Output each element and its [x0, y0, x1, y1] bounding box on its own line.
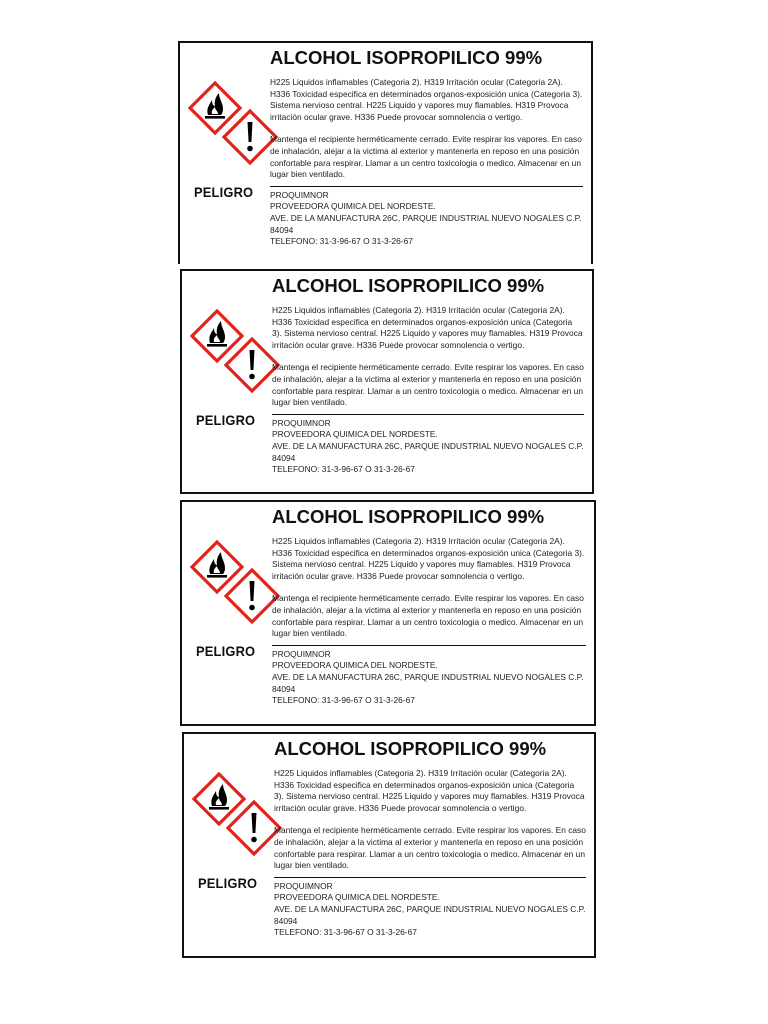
chemical-label-4 — [182, 732, 596, 958]
supplier-company: PROVEEDORA QUIMICA DEL NORDESTE. — [274, 892, 440, 903]
signal-word: PELIGRO — [196, 643, 256, 659]
product-title: ALCOHOL ISOPROPILICO 99% — [272, 275, 545, 296]
supplier-info — [270, 649, 586, 707]
label-content — [268, 47, 583, 248]
supplier-name: PROQUIMNOR — [270, 189, 329, 200]
supplier-info — [272, 881, 586, 939]
chemical-label-1 — [178, 41, 593, 264]
supplier-phone: TELEFONO: 31-3-96-67 O 31-3-26-67 — [270, 236, 413, 247]
precautionary-statements: Mantenga el recipiente herméticamente cerrado. Evite respirar los vapores. En caso de inhalación, alejar a la victima al exterior y mantenerla en reposo en una posición confortable para respirar. Llamar a un centro toxicologia o medico. Almacenar en un lugar bien ventilado. — [272, 362, 584, 408]
signal-word: PELIGRO — [196, 412, 256, 428]
supplier-info — [270, 418, 584, 476]
supplier-company: PROVEEDORA QUIMICA DEL NORDESTE. — [270, 201, 436, 212]
chemical-label-3 — [180, 500, 596, 726]
label-content — [270, 275, 584, 476]
supplier-phone: TELEFONO: 31-3-96-67 O 31-3-26-67 — [272, 464, 415, 475]
label-content — [270, 506, 586, 707]
divider — [274, 877, 586, 878]
flame-icon — [192, 311, 242, 361]
precautionary-statements: Mantenga el recipiente herméticamente cerrado. Evite respirar los vapores. En caso de inhalación, alejar a la victima al exterior y mantenerla en reposo en una posición confortable para respirar. Llamar a un centro toxicologia o medico. Almacenar en un lugar bien ventilado. — [270, 134, 582, 180]
divider — [272, 414, 584, 415]
hazard-pictograms — [190, 540, 282, 648]
supplier-company: PROVEEDORA QUIMICA DEL NORDESTE. — [272, 429, 438, 440]
supplier-phone: TELEFONO: 31-3-96-67 O 31-3-26-67 — [274, 927, 417, 938]
supplier-name: PROQUIMNOR — [272, 417, 331, 428]
supplier-phone: TELEFONO: 31-3-96-67 O 31-3-26-67 — [272, 695, 415, 706]
supplier-address: AVE. DE LA MANUFACTURA 26C, PARQUE INDUSTRIAL NUEVO NOGALES C.P. 84094 — [270, 212, 582, 235]
hazard-statements: H225 Liquidos inflamables (Categoria 2). H319 Irritación ocular (Categoria 2A). H336 Toxicidad especifica en determinados organos-exposición unica (Categoria 3). Sistema nervioso central. H225 Liquido y vapores muy flamables. H319 Provoca irritación ocular grave. H336 Puede provocar somnolencia o vertigo. — [274, 768, 585, 813]
label-content — [272, 738, 586, 939]
flame-icon — [190, 83, 240, 133]
hazard-statements: H225 Liquidos inflamables (Categoria 2). H319 Irritación ocular (Categoria 2A). H336 Toxicidad especifica en determinados organos-exposición unica (Categoria 3). Sistema nervioso central. H225 Liquido y vapores muy flamables. H319 Provoca irritación ocular grave. H336 Puede provocar somnolencia o vertigo. — [272, 305, 583, 350]
supplier-address: AVE. DE LA MANUFACTURA 26C, PARQUE INDUSTRIAL NUEVO NOGALES C.P. 84094 — [272, 671, 584, 694]
product-title: ALCOHOL ISOPROPILICO 99% — [272, 506, 545, 527]
supplier-address: AVE. DE LA MANUFACTURA 26C, PARQUE INDUSTRIAL NUEVO NOGALES C.P. 84094 — [274, 903, 586, 926]
signal-word: PELIGRO — [198, 875, 258, 891]
hazard-statements: H225 Liquidos inflamables (Categoria 2). H319 Irritación ocular (Categoria 2A). H336 Toxicidad especifica en determinados organos-exposición unica (Categoria 3). Sistema nervioso central. H225 Liquido y vapores muy flamables. H319 Provoca irritación ocular grave. H336 Puede provocar somnolencia o vertigo. — [272, 536, 585, 581]
precautionary-statements: Mantenga el recipiente herméticamente cerrado. Evite respirar los vapores. En caso de inhalación, alejar a la victima al exterior y mantenerla en reposo en una posición confortable para respirar. Llamar a un centro toxicologia o medico. Almacenar en un lugar bien ventilado. — [272, 593, 584, 639]
supplier-address: AVE. DE LA MANUFACTURA 26C, PARQUE INDUSTRIAL NUEVO NOGALES C.P. 84094 — [272, 440, 584, 463]
supplier-name: PROQUIMNOR — [274, 880, 333, 891]
flame-icon — [194, 774, 244, 824]
supplier-name: PROQUIMNOR — [272, 648, 331, 659]
signal-word: PELIGRO — [194, 184, 254, 200]
divider — [270, 186, 583, 187]
precautionary-statements: Mantenga el recipiente herméticamente cerrado. Evite respirar los vapores. En caso de inhalación, alejar a la victima al exterior y mantenerla en reposo en una posición confortable para respirar. Llamar a un centro toxicologia o medico. Almacenar en un lugar bien ventilado. — [274, 825, 586, 871]
divider — [272, 645, 586, 646]
hazard-pictograms — [188, 81, 280, 189]
hazard-pictograms — [190, 309, 282, 417]
flame-icon — [192, 542, 242, 592]
supplier-info — [268, 190, 583, 248]
supplier-company: PROVEEDORA QUIMICA DEL NORDESTE. — [272, 660, 438, 671]
product-title: ALCOHOL ISOPROPILICO 99% — [270, 47, 543, 68]
product-title: ALCOHOL ISOPROPILICO 99% — [274, 738, 547, 759]
hazard-statements: H225 Liquidos inflamables (Categoria 2). H319 Irritación ocular (Categoria 2A). H336 Toxicidad especifica en determinados organos-exposición unica (Categoria 3). Sistema nervioso central. H225 Liquido y vapores muy flamables. H319 Provoca irritación ocular grave. H336 Puede provocar somnolencia o vertigo. — [270, 77, 583, 122]
chemical-label-2 — [180, 269, 594, 494]
hazard-pictograms — [192, 772, 284, 880]
